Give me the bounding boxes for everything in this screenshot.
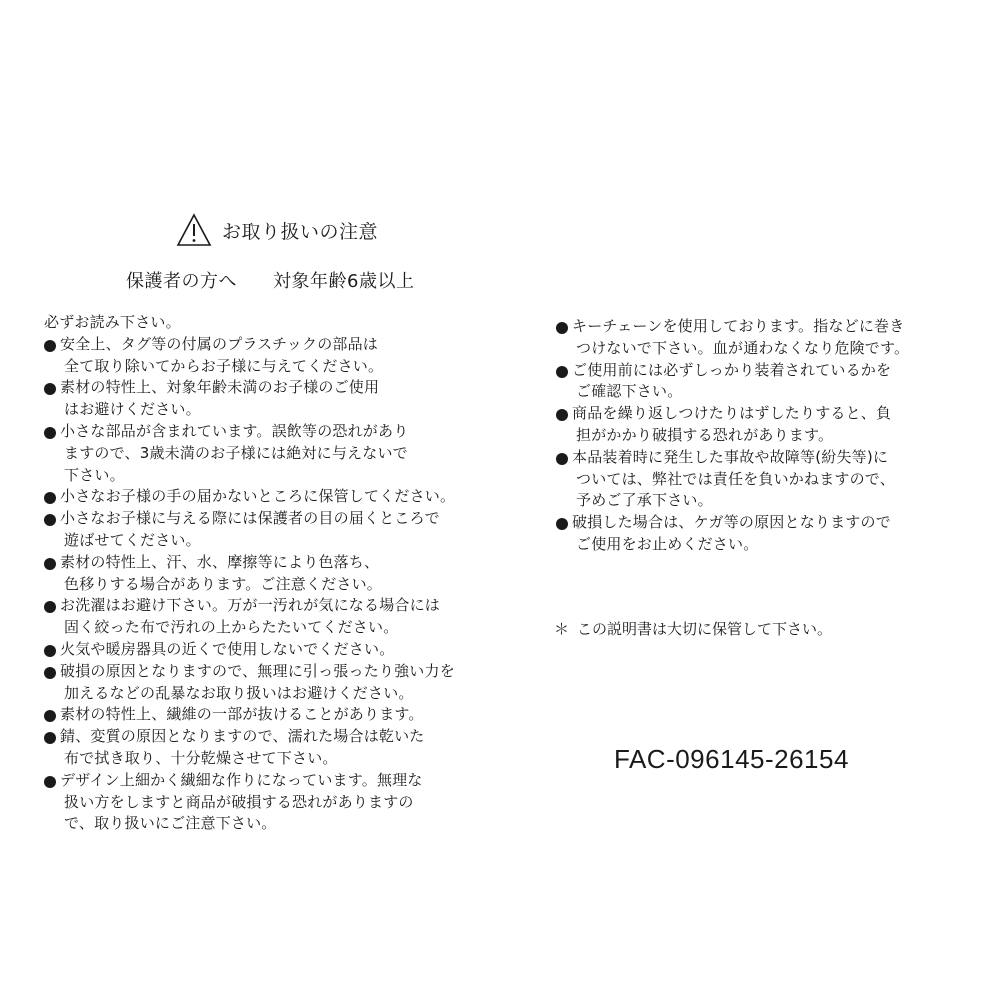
caution-line: 小さなお子様の手の届かないところに保管してください。 — [60, 487, 456, 506]
caution-item — [44, 704, 484, 726]
asterisk-mark: ＊ — [554, 620, 570, 638]
bullet-dot-icon — [44, 710, 56, 722]
bullet-dot-icon — [556, 322, 568, 334]
caution-item — [556, 512, 956, 556]
caution-line: つけないで下さい。血が通わなくなり危険です。 — [576, 338, 910, 357]
age-target-label: 対象年齢6歳以上 — [273, 271, 415, 292]
caution-line: 扱い方をしますと商品が破損する恐れがありますの — [64, 792, 414, 811]
caution-item — [44, 421, 484, 486]
caution-item — [556, 403, 956, 447]
caution-item — [556, 316, 956, 360]
bullet-dot-icon — [556, 409, 568, 421]
caution-line: 遊ばせてください。 — [64, 530, 201, 549]
bullet-dot-icon — [44, 514, 56, 526]
bullet-dot-icon — [44, 492, 56, 504]
bullet-dot-icon — [44, 383, 56, 395]
bullet-dot-icon — [556, 366, 568, 378]
left-column — [44, 312, 484, 835]
caution-line: 担がかかり破損する恐れがあります。 — [576, 425, 834, 444]
warning-triangle-icon — [176, 213, 212, 247]
caution-item — [44, 726, 484, 770]
caution-item — [44, 508, 484, 552]
caution-item — [44, 595, 484, 639]
storage-note — [554, 618, 832, 639]
bullet-dot-icon — [44, 427, 56, 439]
caution-item — [556, 447, 956, 512]
caution-line: 加えるなどの乱暴なお取り扱いはお避けください。 — [64, 683, 414, 702]
audience-label: 保護者の方へ — [126, 271, 237, 292]
caution-line: 予めご了承下さい。 — [576, 491, 713, 510]
product-code: FAC-096145-26154 — [614, 744, 849, 774]
caution-line: ついては、弊社では責任を負いかねますので、 — [576, 469, 895, 488]
caution-line: 全て取り除いてからお子様に与えてください。 — [64, 356, 384, 375]
caution-item — [44, 770, 484, 835]
caution-item — [44, 334, 484, 378]
caution-line: 素材の特性上、繊維の一部が抜けることがあります。 — [60, 705, 424, 724]
bullet-dot-icon — [44, 732, 56, 744]
caution-line: 布で拭き取り、十分乾燥させて下さい。 — [64, 748, 338, 767]
caution-item — [44, 639, 484, 661]
bullet-dot-icon — [44, 776, 56, 788]
caution-line: デザイン上細かく繊細な作りになっています。無理な — [60, 770, 423, 789]
bullet-dot-icon — [44, 340, 56, 352]
bullet-dot-icon — [44, 601, 56, 613]
caution-line: キーチェーンを使用しております。指などに巻き — [572, 317, 905, 335]
subtitle-row — [126, 266, 414, 294]
caution-line: 破損した場合は、ケガ等の原因となりますので — [572, 513, 891, 532]
caution-item — [44, 552, 484, 596]
caution-item — [556, 360, 956, 404]
storage-note-text: この説明書は大切に保管して下さい。 — [577, 620, 833, 638]
caution-line: 商品を繰り返しつけたりはずしたりすると、負 — [572, 404, 892, 423]
caution-line: 破損の原因となりますので、無理に引っ張ったり強い力を — [60, 661, 455, 680]
title-row — [176, 210, 378, 250]
caution-line: 素材の特性上、汗、水、摩擦等により色落ち、 — [60, 552, 380, 571]
caution-line: 小さなお子様に与える際には保護者の目の届くところで — [60, 509, 440, 528]
bullet-dot-icon — [44, 558, 56, 570]
right-column — [556, 316, 956, 556]
bullet-dot-icon — [556, 453, 568, 465]
caution-line: ご確認下さい。 — [576, 382, 683, 401]
caution-line: 本品装着時に発生した事故や故障等(紛失等)に — [572, 447, 889, 466]
caution-line: ご使用前には必ずしっかり装着されているかを — [572, 360, 892, 379]
caution-item — [44, 661, 484, 705]
caution-item — [44, 486, 484, 508]
caution-line: で、取り扱いにご注意下さい。 — [64, 814, 277, 833]
page-title: お取り扱いの注意 — [222, 220, 379, 243]
bullet-dot-icon — [44, 645, 56, 657]
caution-line: お洗濯はお避け下さい。万が一汚れが気になる場合には — [60, 596, 441, 615]
caution-item — [44, 377, 484, 421]
caution-line: 素材の特性上、対象年齢未満のお子様のご使用 — [60, 378, 380, 397]
caution-line: 小さな部品が含まれています。誤飲等の恐れがあり — [60, 421, 409, 440]
caution-line: 安全上、タグ等の付属のプラスチックの部品は — [60, 334, 379, 353]
bullet-dot-icon — [44, 667, 56, 679]
caution-line: 錆、変質の原因となりますので、濡れた場合は乾いた — [60, 727, 425, 746]
caution-line: 下さい。 — [64, 465, 125, 484]
intro-text: 必ずお読み下さい。 — [44, 313, 181, 331]
bullet-dot-icon — [556, 518, 568, 530]
caution-line: ますので、3歳未満のお子様には絶対に与えないで — [64, 443, 408, 462]
caution-line: 火気や暖房器具の近くで使用しないでください。 — [60, 639, 395, 658]
caution-line: ご使用をお止めください。 — [576, 534, 759, 553]
caution-line: 色移りする場合があります。ご注意ください。 — [64, 574, 383, 593]
caution-line: 固く絞った布で汚れの上からたたいてください。 — [64, 618, 399, 637]
caution-line: はお避けください。 — [64, 400, 201, 419]
